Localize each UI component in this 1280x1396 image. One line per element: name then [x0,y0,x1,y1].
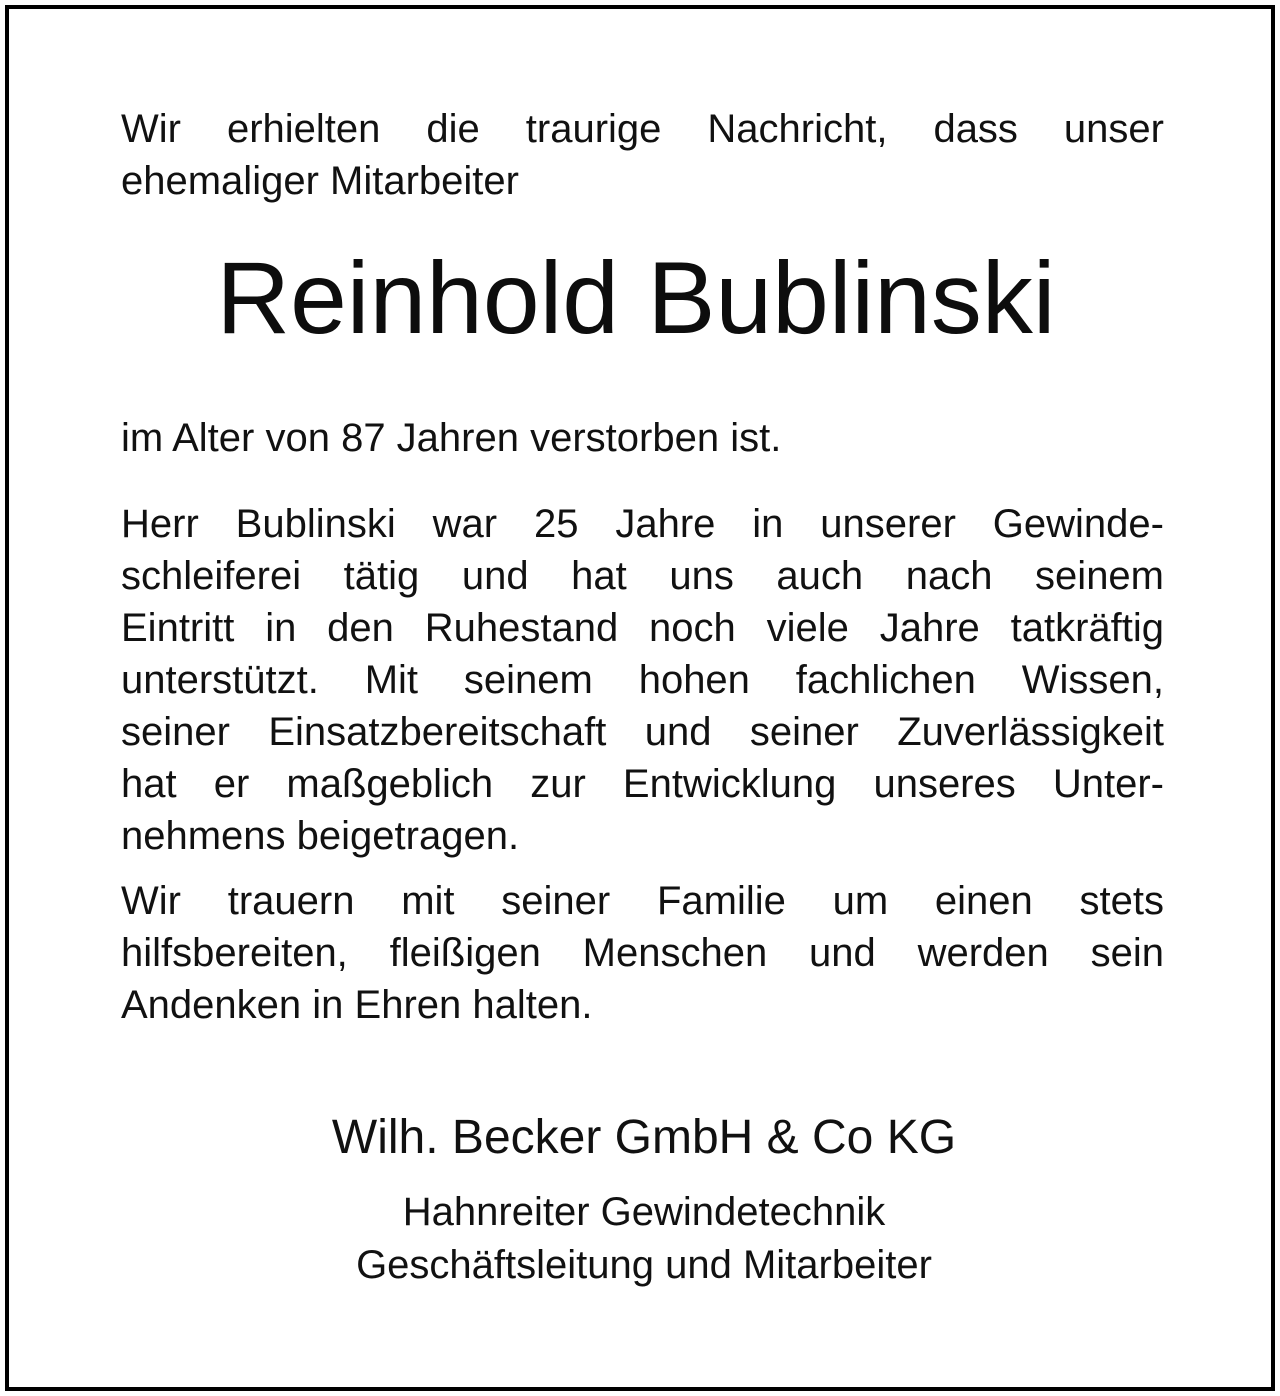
company-name: Wilh. Becker GmbH & Co KG [331,1111,957,1164]
paragraph-2-line-3: Andenken in Ehren halten. [121,983,593,1027]
paragraph-2-line-1: Wir trauern mit seiner Familie um einen stets [121,879,1164,923]
paragraph-1-line-1: Herr Bublinski war 25 Jahre in unserer Gewinde- [121,502,1164,546]
paragraph-1-line-2: schleiferei tätig und hat uns auch nach seinem [121,554,1164,598]
paragraph-1-line-6: hat er maßgeblich zur Entwicklung unseres Unter- [121,762,1164,806]
division-name: Hahnreiter Gewindetechnik [402,1190,886,1234]
intro-line-1: Wir erhielten die traurige Nachricht, dass unser [121,107,1164,151]
paragraph-1-line-7: nehmens beigetragen. [121,814,520,858]
deceased-name: Reinhold Bublinski [216,241,1056,355]
paragraph-1-line-4: unterstützt. Mit seinem hohen fachlichen Wissen, [121,658,1164,702]
signatories: Geschäftsleitung und Mitarbeiter [356,1243,932,1287]
intro-line-2: ehemaliger Mitarbeiter [121,159,519,203]
age-line: im Alter von 87 Jahren verstorben ist. [121,416,782,460]
paragraph-2-line-2: hilfsbereiten, fleißigen Menschen und werden sein [121,931,1164,975]
paragraph-1-line-5: seiner Einsatzbereitschaft und seiner Zuverlässigkeit [121,710,1164,754]
paragraph-1-line-3: Eintritt in den Ruhestand noch viele Jahre tatkräftig [121,606,1164,650]
